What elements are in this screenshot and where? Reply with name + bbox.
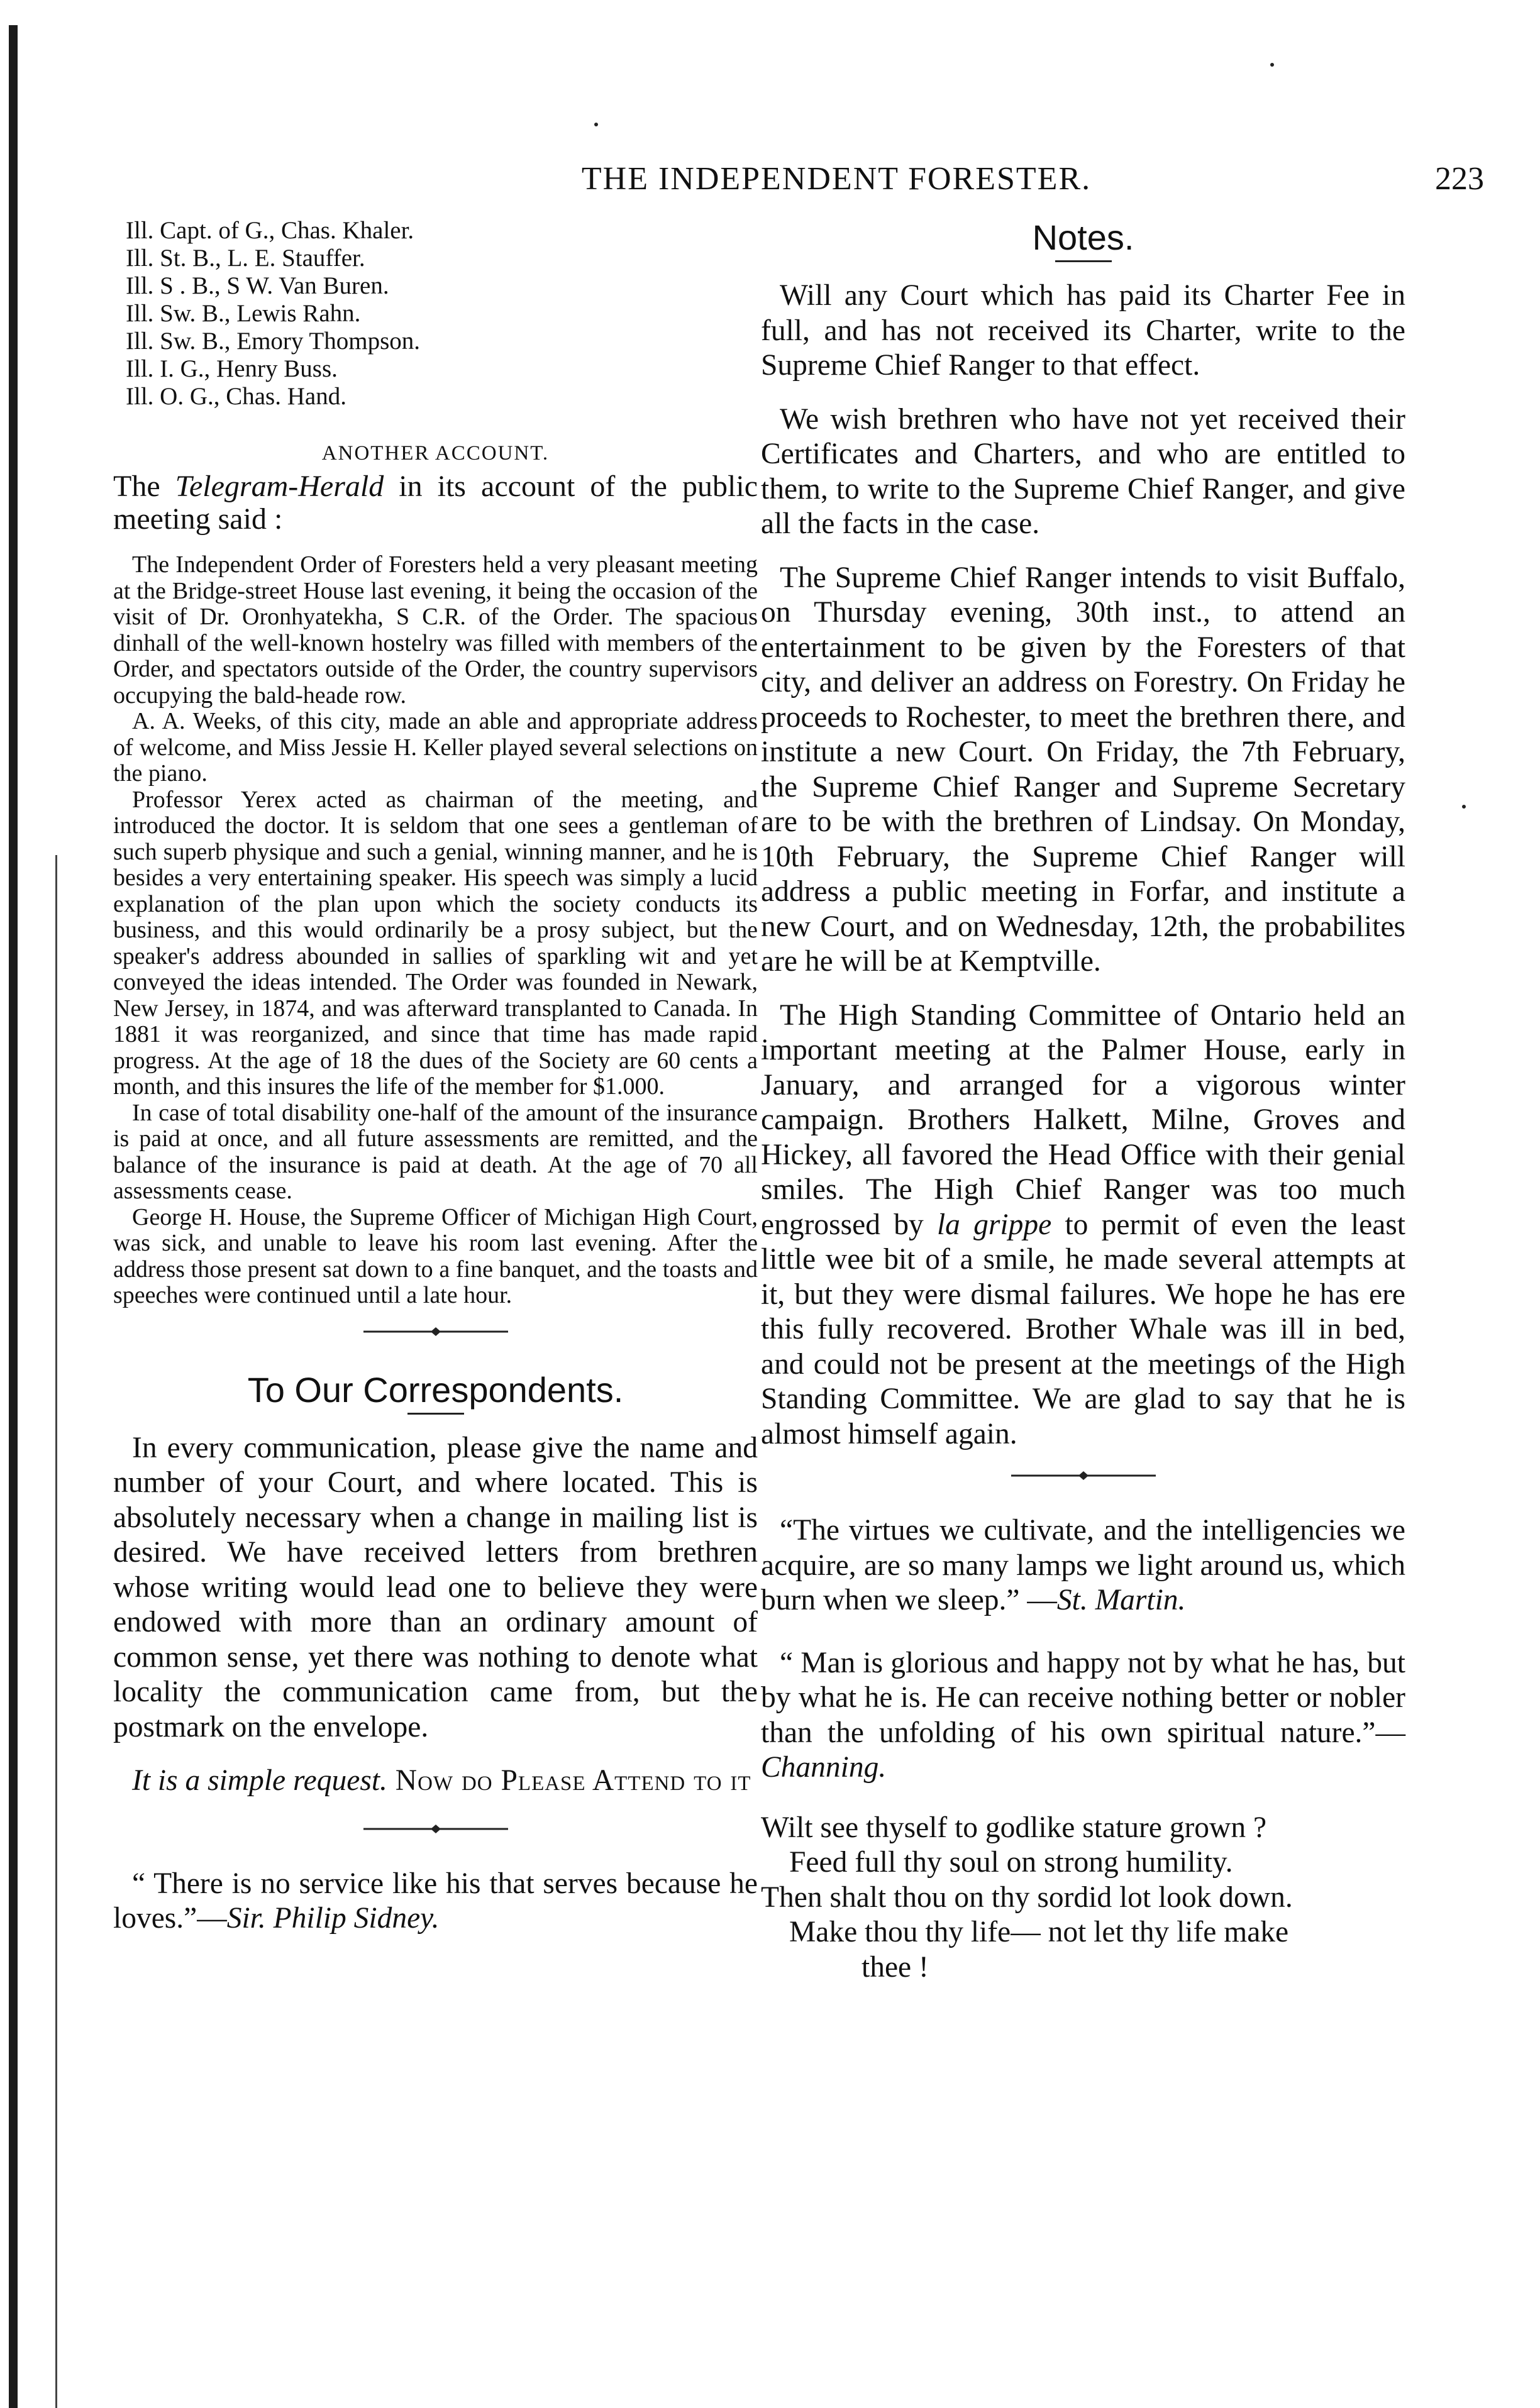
intro-text: in its account of the public meeting said : bbox=[113, 470, 758, 536]
martin-quote bbox=[761, 1513, 1405, 1618]
channing-quote bbox=[761, 1646, 1405, 1786]
notes-paragraph: We wish brethren who have not yet received their Certificates and Charters, and who are entitled to them, to write to the Supreme Chief Ranger, and give all the facts in the case. bbox=[761, 402, 1405, 540]
quote-author: Sir. Philip Sidney. bbox=[226, 1902, 440, 1935]
officer-entry: Ill. Sw. B., Emory Thompson. bbox=[126, 328, 421, 355]
notes-paragraph: The Supreme Chief Ranger intends to visit Buffalo, on Thursday evening, 30th inst., to attend an entertainment to be given by the Foresters of that city, and deliver an address on Forestry. On Friday he proceeds to Rochester, to meet the brethren there, and institute a new Court. On Friday, the 7th February, the Supreme Chief Ranger and Supreme Secretary are to be with the brethren of Lindsay. On Monday, 10th February, the Supreme Chief Ranger will address a public meeting in Forfar, and institute a new Court, and on Wednesday, 12th, the probabilites are he will be at Kemptville. bbox=[761, 561, 1405, 978]
journal-title: THE INDEPENDENT FORESTER. bbox=[581, 161, 1092, 197]
running-head bbox=[101, 160, 1484, 204]
request-caps: Now do Please Attend to it bbox=[387, 1764, 751, 1797]
newspaper-name: Telegram-Herald bbox=[175, 470, 384, 503]
binding-shadow bbox=[55, 855, 57, 2408]
officer-list bbox=[113, 217, 758, 411]
poem-line: thee ! bbox=[861, 1950, 929, 1984]
quote-author: St. Martin. bbox=[1056, 1584, 1186, 1616]
poem-line: Wilt see thyself to godlike stature grown ? bbox=[761, 1811, 1267, 1844]
intro-text: The bbox=[113, 470, 175, 503]
poem-line: Feed full thy soul on strong humility. bbox=[789, 1846, 1233, 1879]
ornament-divider bbox=[363, 1824, 508, 1834]
officer-entry: Ill. Sw. B., Lewis Rahn. bbox=[126, 300, 361, 327]
committee-text: The High Standing Committee of Ontario held an important meeting at the Palmer House, early in January, and arranged for a vigorous winter campaign. Brothers Halkett, Milne, Groves and Hickey, all favored the Head Office with their genial smiles. The High Chief Ranger was too much engrossed by bbox=[761, 998, 1405, 1241]
officer-entry: Ill. St. B., L. E. Stauffer. bbox=[126, 245, 365, 272]
right-column bbox=[761, 217, 1405, 1985]
sidney-quote bbox=[113, 1867, 758, 1936]
report-paragraph: In case of total disability one-half of the amount of the insurance is paid at once, and all future assessments are remitted, and the balance of the insurance is paid at death. At the age of 70 all assessments cease. bbox=[113, 1099, 758, 1204]
another-account-intro bbox=[113, 470, 758, 536]
committee-text: to permit of even the least little wee bit of a smile, he made several attempts at it, but they were dismal failures. We hope he has ere this fully recovered. Brother Whale was ill in bed, and could not be present at the meetings of the High Standing Committee. We are glad to say that he is almost himself again. bbox=[761, 1208, 1405, 1450]
binding-edge bbox=[9, 25, 18, 2408]
poem-line: Then shalt thou on thy sordid lot look down. bbox=[761, 1881, 1293, 1914]
report-paragraph: George H. House, the Supreme Officer of Michigan High Court, was sick, and unable to leave his room last evening. After the address those present sat down to a fine banquet, and the toasts and speeches were continued until a late hour. bbox=[113, 1203, 758, 1308]
quote-author: Channing. bbox=[761, 1751, 887, 1784]
report-paragraph: A. A. Weeks, of this city, made an able and appropriate address of welcome, and Miss Jessie H. Keller played several selections on the piano. bbox=[113, 708, 758, 787]
title-rule bbox=[1055, 260, 1112, 262]
ink-speck bbox=[1462, 805, 1466, 809]
quote-text: “The virtues we cultivate, and the intelligencies we acquire, are so many lamps we light around us, which burn when we sleep.” — bbox=[761, 1514, 1405, 1616]
left-column bbox=[113, 217, 758, 1936]
correspondents-body: In every communication, please give the name and number of your Court, and where located. This is absolutely necessary when a change in mailing list is desired. We have received letters from brethren whose writing would lead one to believe they were endowed with more than an ordinary amount of common sense, yet there was nothing to denote what locality the communication came from, but the postmark on the envelope. bbox=[113, 1431, 758, 1743]
title-rule bbox=[407, 1413, 464, 1415]
quote-text: “ Man is glorious and happy not by what he has, but by what he is. He can receive nothing better or nobler than the unfolding of his own spiritual nature.”— bbox=[761, 1646, 1405, 1749]
quote-text: “ There is no service like his that serves because he loves.”— bbox=[113, 1867, 758, 1935]
ornament-divider bbox=[1011, 1471, 1156, 1481]
poem-line: Make thou thy life— not let thy life make bbox=[789, 1916, 1289, 1948]
officer-entry: Ill. S . B., S W. Van Buren. bbox=[126, 272, 389, 299]
request-italic: It is a simple request. bbox=[132, 1764, 387, 1797]
committee-italic: la grippe bbox=[936, 1208, 1052, 1241]
notes-title: Notes. bbox=[1032, 218, 1134, 257]
correspondents-title: To Our Correspondents. bbox=[247, 1369, 624, 1410]
ink-speck bbox=[1270, 63, 1274, 67]
report-paragraph: The Independent Order of Foresters held a very pleasant meeting at the Bridge-street House last evening, it being the occasion of the visit of Dr. Oronhyatekha, S C.R. of the Order. The spacious dinhall of the well-known hostelry was filled with members of the Order, and spectators outside of the Order, the country supervisors occupying the bald-heade row. bbox=[113, 551, 758, 709]
page-number: 223 bbox=[1435, 161, 1484, 197]
poem bbox=[761, 1811, 1405, 1985]
officer-entry: Ill. O. G., Chas. Hand. bbox=[126, 383, 346, 410]
officer-entry: Ill. Capt. of G., Chas. Khaler. bbox=[126, 217, 414, 244]
report-paragraph: Professor Yerex acted as chairman of the meeting, and introduced the doctor. It is seldom that one sees a gentleman of such superb physique and such a genial, winning manner, and he is besides a very entertaining speaker. His speech was simply a lucid explanation of the plan upon which the society conducts its business, and this would ordinarily be a prosy subject, but the speaker's address abounded in sallies of sparkling wit and yet conveyed the ideas intended. The Order was founded in Newark, New Jersey, in 1874, and was afterward transplanted to Canada. In 1881 it was reorganized, and since that time has made rapid progress. At the age of 18 the dues of the Society are 60 cents a month, and this insures the life of the member for $1.000. bbox=[113, 786, 758, 1100]
committee-paragraph bbox=[761, 998, 1405, 1452]
correspondents-request bbox=[132, 1764, 758, 1799]
another-account-heading: ANOTHER ACCOUNT. bbox=[321, 442, 550, 465]
officer-entry: Ill. I. G., Henry Buss. bbox=[126, 355, 338, 382]
ornament-divider bbox=[363, 1327, 508, 1337]
notes-paragraph: Will any Court which has paid its Charter Fee in full, and has not received its Charter, write to the Supreme Chief Ranger to that effect. bbox=[761, 279, 1405, 382]
ink-speck bbox=[594, 123, 598, 126]
